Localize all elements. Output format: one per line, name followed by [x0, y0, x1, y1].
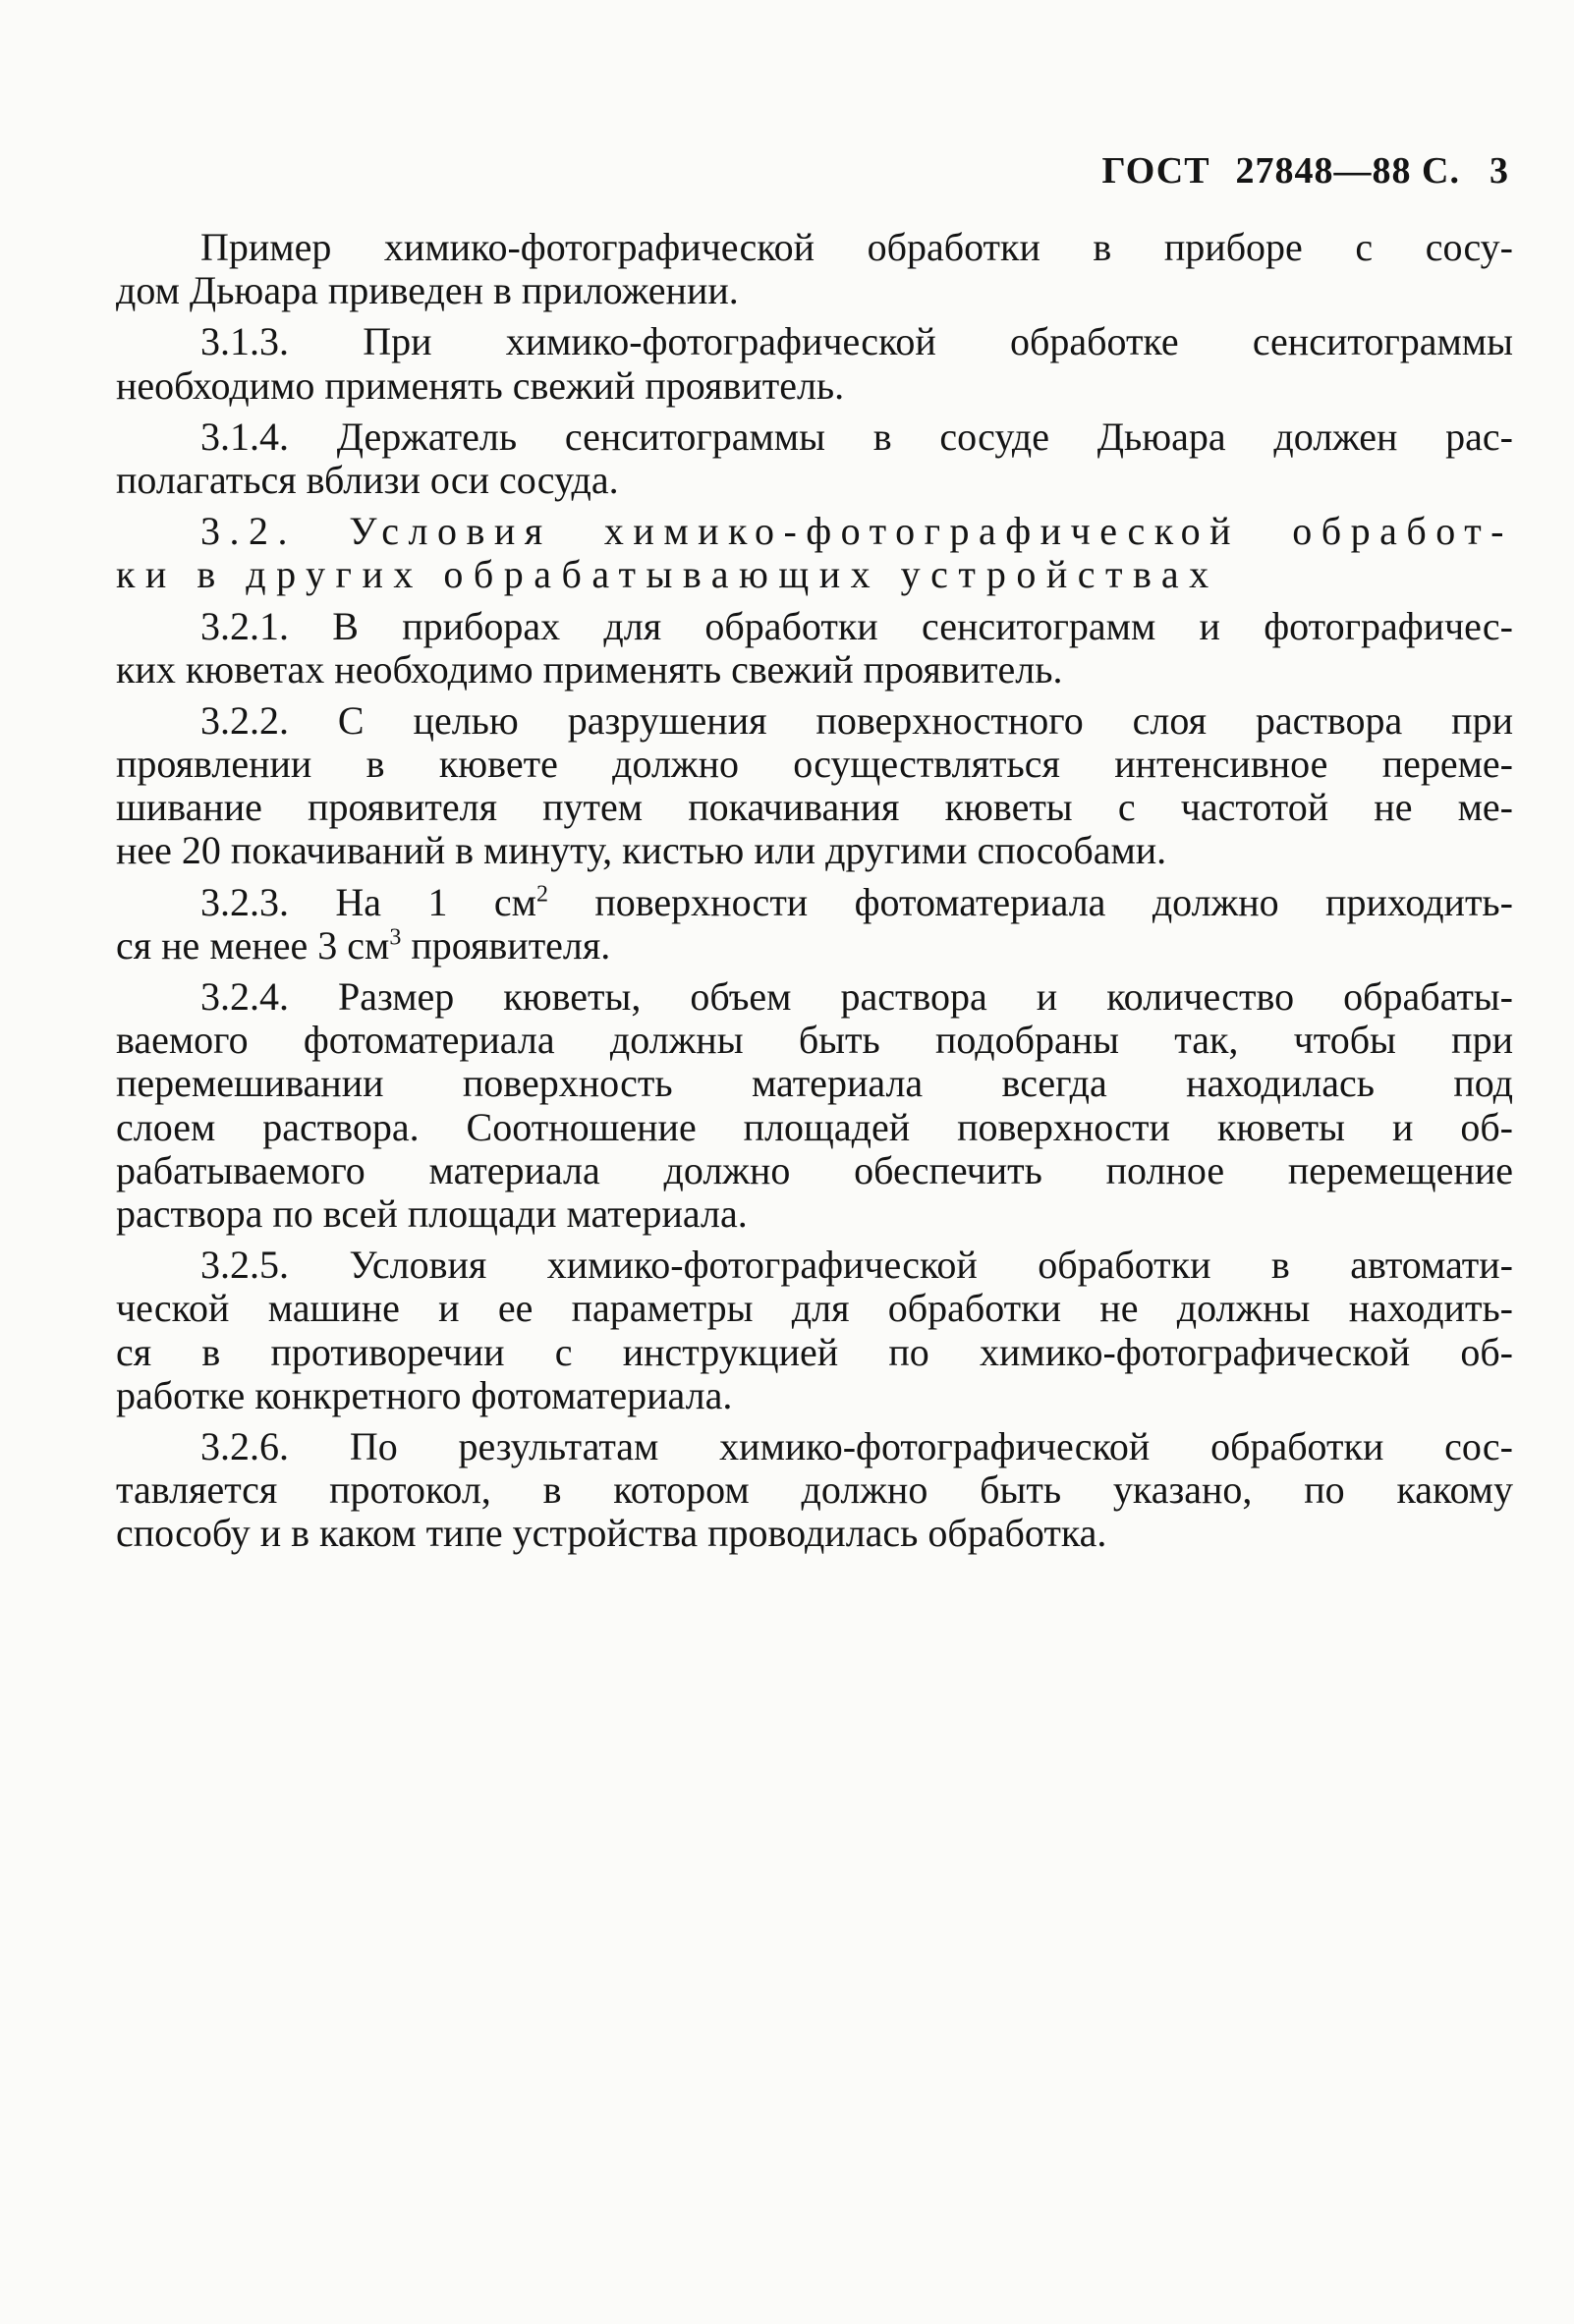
text-line: 3.2.3. На 1 $см^2$ поверхности фотоматериала должно приходить- — [200, 880, 1513, 924]
text-line: 3.1.3. При химико-фотографической обработке сенситограммы — [200, 320, 1513, 364]
text-line: перемешивании поверхность материала всегда находилась под — [116, 1062, 1513, 1106]
text-line: ваемого фотоматериала должны быть подобраны так, чтобы при — [116, 1019, 1513, 1063]
text-line: проявлении в кювете должно осуществляться интенсивное переме- — [116, 743, 1513, 787]
text-line: Пример химико-фотографической обработки в приборе с сосу- — [200, 226, 1513, 269]
text-line: 3.2. Условия химико-фотографической обработ- — [200, 510, 1513, 554]
text-line: необходимо применять свежий проявитель. — [116, 363, 845, 408]
text-line: 3.2.1. В приборах для обработки сенситограмм и фотографичес- — [200, 604, 1513, 648]
page-header — [1102, 149, 1510, 193]
text-line: ся в противоречии с инструкцией по химико-фотографической об- — [116, 1330, 1513, 1374]
text-line: рабатываемого материала должно обеспечить полное перемещение — [116, 1148, 1513, 1192]
standard-number: 27848—88 С. — [1235, 150, 1460, 192]
page-number: 3 — [1490, 150, 1509, 192]
text-line: дом Дьюара приведен в приложении. — [116, 269, 739, 313]
text-line: ких кюветах необходимо применять свежий проявитель. — [116, 647, 1063, 692]
text-line: ки в других обрабатывающих устройствах — [116, 553, 1219, 597]
text-line: работке конкретного фотоматериала. — [116, 1373, 733, 1417]
text-line: нее 20 покачиваний в минуту, кистью или другими способами. — [116, 829, 1167, 873]
text-line: шивание проявителя путем покачивания кюветы с частотой не ме- — [116, 786, 1513, 830]
text-line: 3.2.5. Условия химико-фотографической обработки в автомати- — [200, 1244, 1513, 1288]
text-line: раствора по всей площади материала. — [116, 1191, 748, 1236]
document-body — [116, 226, 1513, 1555]
text-line: ся не менее 3 $см^3$ проявителя. — [116, 923, 611, 968]
text-line: ческой машине и ее параметры для обработки не должны находить- — [116, 1287, 1513, 1331]
text-line: 3.2.2. С целью разрушения поверхностного слоя раствора при — [200, 698, 1513, 743]
text-line: 3.2.4. Размер кюветы, объем раствора и количество обрабаты- — [200, 975, 1513, 1019]
text-line: полагаться вблизи оси сосуда. — [116, 458, 619, 502]
text-line: 3.1.4. Держатель сенситограммы в сосуде Дьюара должен рас- — [200, 415, 1513, 459]
standard-label: ГОСТ — [1101, 150, 1210, 192]
text-line: слоем раствора. Соотношение площадей поверхности кюветы и об- — [116, 1105, 1513, 1149]
text-line: тавляется протокол, в котором должно быть указано, по какому — [116, 1468, 1513, 1513]
text-line: способу и в каком типе устройства проводилась обработка. — [116, 1512, 1107, 1556]
text-line: 3.2.6. По результатам химико-фотографической обработки сос- — [200, 1424, 1513, 1468]
